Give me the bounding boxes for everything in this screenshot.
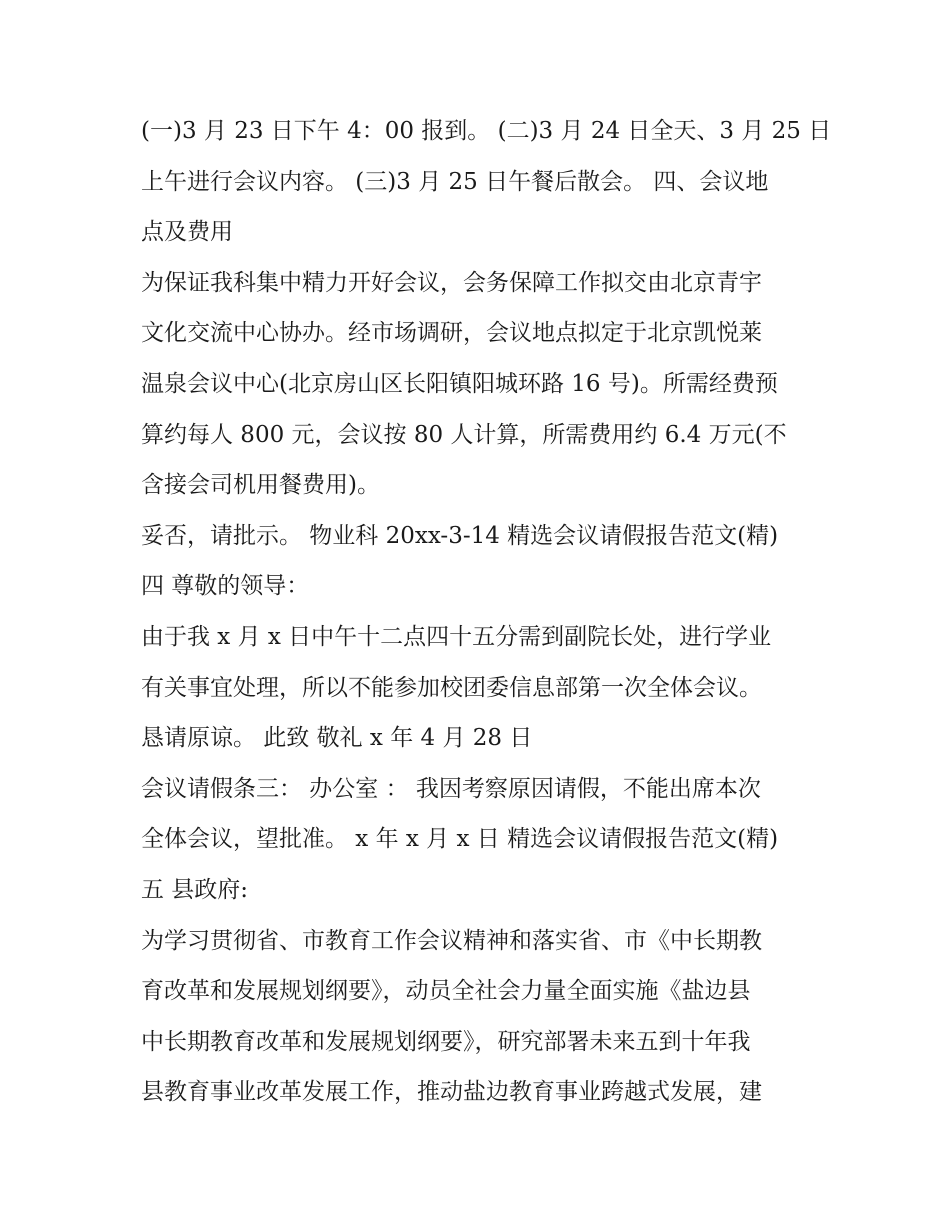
text-line: 恳请原谅。 此致 敬礼 x 年 4 月 28 日	[141, 725, 533, 752]
text-line: 有关事宜处理，所以不能参加校团委信息部第一次全体会议。	[141, 674, 762, 701]
text-line: 由于我 x 月 x 日中午十二点四十五分需到副院长处，进行学业	[141, 623, 772, 650]
text-line: 全体会议，望批准。 x 年 x 月 x 日 精选会议请假报告范文(精)	[141, 826, 779, 853]
text-line: 育改革和发展规划纲要》，动员全社会力量全面实施《盐边县	[141, 978, 751, 1005]
text-line: 五 县政府:	[141, 876, 249, 903]
text-line: 上午进行会议内容。 (三)3 月 25 日午餐后散会。 四、会议地	[141, 168, 769, 195]
text-line: 含接会司机用餐费用)。	[141, 472, 380, 499]
text-line: 妥否，请批示。 物业科 20xx-3-14 精选会议请假报告范文(精)	[141, 522, 779, 549]
text-line: 中长期教育改革和发展规划纲要》，研究部署未来五到十年我	[141, 1028, 751, 1055]
text-line: 四 尊敬的领导：	[141, 573, 310, 600]
text-line: 为学习贯彻省、市教育工作会议精神和落实省、市《中长期教	[141, 927, 762, 954]
text-line: 算约每人 800 元，会议按 80 人计算，所需费用约 6.4 万元(不	[141, 421, 787, 448]
text-line: 为保证我科集中精力开好会议，会务保障工作拟交由北京青宇	[141, 269, 762, 296]
text-line: 文化交流中心协办。经市场调研，会议地点拟定于北京凯悦莱	[141, 320, 762, 347]
text-line: 县教育事业改革发展工作，推动盐边教育事业跨越式发展，建	[141, 1079, 762, 1106]
text-line: 温泉会议中心(北京房山区长阳镇阳城环路 16 号)。所需经费预	[141, 370, 778, 397]
text-line: (一)3 月 23 日下午 4：00 报到。 (二)3 月 24 日全天、3 月 25 日	[141, 118, 832, 144]
text-line: 会议请假条三： 办公室 ： 我因考察原因请假，不能出席本次	[141, 775, 761, 802]
text-line: 点及费用	[141, 219, 233, 246]
document-body	[141, 106, 832, 1118]
